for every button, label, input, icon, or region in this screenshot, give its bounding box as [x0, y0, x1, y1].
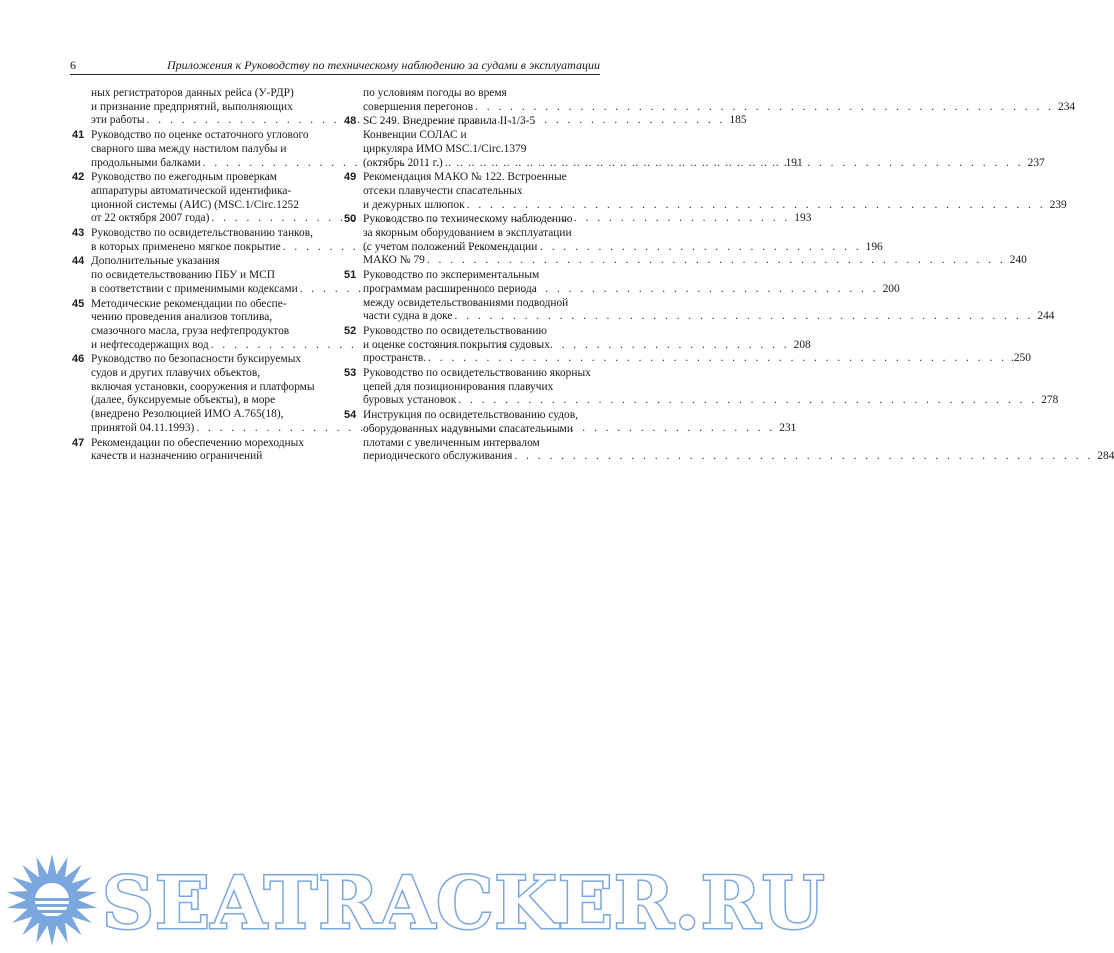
leader-dots: [425, 254, 1008, 268]
entry-number: 43: [72, 227, 85, 240]
entry-line: в соответствии с применимыми кодексами: [91, 282, 298, 295]
entry-line: (далее, буксируемые объекты), в море: [91, 394, 276, 407]
running-title: Приложения к Руководству по техническому наблюдению за судами в эксплуатации: [166, 58, 600, 72]
entry-line: части судна в доке: [363, 310, 453, 323]
entry-line: за якорным оборудованием в эксплуатации: [363, 227, 572, 240]
leader-dots: [443, 157, 1026, 171]
entry-line: по освидетельствованию ПБУ и МСП: [91, 269, 275, 282]
entry-last-line: [363, 450, 1114, 464]
entry-line: продольными балками: [91, 156, 201, 169]
entry-line: ных регистраторов данных рейса (У-РДР): [91, 87, 294, 99]
entry-page-number: 208: [793, 338, 811, 351]
entry-number: 50: [344, 213, 357, 226]
entry-line: принятой 04.11.1993): [91, 421, 195, 434]
entry-number: 52: [344, 324, 357, 337]
entry-line: пространств.: [363, 352, 427, 365]
entry-line: от 22 октября 2007 года): [91, 212, 210, 225]
entry-number: 48: [344, 115, 357, 128]
entry-number: 47: [72, 436, 85, 449]
entry-line: (с учетом положений Рекомендации: [363, 240, 538, 253]
entry-line: и оценке состояния покрытия судовых: [363, 338, 550, 351]
header-rule: [70, 74, 600, 75]
entry-line: Дополнительные указания: [91, 255, 220, 268]
entry-page-number: 185: [729, 114, 747, 127]
entry-line: и дежурных шлюпок: [363, 198, 465, 211]
entry-page-number: 278: [1041, 394, 1059, 407]
entry-line: (внедрено Резолюцией ИМО A.765(18),: [91, 408, 284, 421]
entry-number: 41: [72, 129, 85, 142]
page-header: [70, 58, 600, 74]
leader-dots: [456, 394, 1039, 408]
entry-line: Руководство по безопасности буксируемых: [91, 353, 302, 366]
entry-line: сварного шва между настилом палубы и: [91, 142, 287, 155]
entry-number: 45: [72, 297, 85, 310]
entry-page-number: 234: [1058, 100, 1076, 113]
entry-line: оборудованных надувными спасательными: [363, 422, 573, 435]
entry-number: 51: [344, 269, 357, 282]
entry-line: аппаратуры автоматической идентифика-: [91, 184, 292, 197]
entry-last-line: [363, 394, 1059, 408]
entry-line: Руководство по освидетельствованию якорных: [363, 367, 591, 380]
entry-line: плотами с увеличенным интервалом: [363, 436, 540, 449]
entry-page-number: 239: [1049, 198, 1067, 211]
entry-line: Руководство по освидетельствованию: [363, 324, 547, 337]
entry-line: смазочного масла, груза нефтепродуктов: [91, 324, 290, 337]
entry-page-number: .250: [1010, 352, 1031, 365]
entry-number: 44: [72, 255, 85, 268]
entry-last-line: [363, 352, 1031, 366]
entry-line: периодического обслуживания: [363, 450, 513, 463]
entry-number: 53: [344, 367, 357, 380]
leader-dots: [452, 310, 1035, 324]
entry-last-line: [363, 254, 1027, 268]
entry-page-number: 231: [779, 421, 797, 434]
entry-line: (октябрь 2011 г.): [363, 156, 443, 169]
entry-line: программам расширенного периода: [363, 282, 537, 295]
page-number: 6: [70, 58, 76, 72]
leader-dots: [473, 101, 1056, 115]
entry-line: Руководство по экспериментальным: [363, 269, 540, 282]
entry-line: цепей для позиционирования плавучих: [363, 380, 554, 393]
entry-number: 42: [72, 171, 85, 184]
entry-page-number: 244: [1037, 310, 1055, 323]
entry-line: эти работы: [91, 114, 145, 127]
toc-entry: [344, 367, 1059, 408]
entry-line: по условиям погоды во время: [363, 87, 507, 99]
toc-entry: [344, 87, 1076, 114]
entry-page-number: 191: [785, 156, 803, 169]
entry-number: 49: [344, 171, 357, 184]
entry-page-number: 240: [1009, 254, 1027, 267]
entry-line: Инструкция по освидетельствованию судов,: [363, 409, 578, 422]
entry-line: качеств и назначению ограничений: [91, 450, 263, 463]
entry-line: в которых применено мягкое покрытие: [91, 240, 281, 253]
entry-line: и нефтесодержащих вод: [91, 338, 209, 351]
leader-dots: [426, 352, 1009, 366]
entry-number: 46: [72, 353, 85, 366]
entry-line: между освидетельствованиями подводной: [363, 296, 569, 309]
sun-icon: [7, 854, 98, 946]
leader-dots: [512, 450, 1095, 464]
entry-line: Методические рекомендации по обеспе-: [91, 297, 287, 310]
entry-line: Конвенции СОЛАС и: [363, 129, 467, 142]
entry-number: 54: [344, 409, 357, 422]
entry-last-line: [363, 198, 1067, 213]
entry-line: буровых установок: [363, 394, 457, 407]
entry-line: Рекомендации по обеспечению мореходных: [91, 436, 304, 449]
entry-line: Руководство по ежегодным проверкам: [91, 171, 278, 184]
entry-page-number: 237: [1027, 156, 1045, 169]
entry-line: включая установки, сооружения и платформы: [91, 380, 315, 393]
entry-line: циркуляра ИМО MSC.1/Circ.1379: [363, 142, 527, 155]
entry-line: Руководство по освидетельствованию танков,: [91, 227, 313, 240]
entry-line: МАКО № 79: [363, 254, 425, 267]
entry-line: ционной системы (АИС) (MSC.1/Circ.1252: [91, 198, 299, 211]
entry-line: судов и других плавучих объектов,: [91, 367, 261, 380]
entry-page-number: 196: [865, 240, 883, 253]
entry-line: Руководство по оценке остаточного углового: [91, 129, 309, 142]
leader-dots: [465, 199, 1048, 213]
entry-line: Рекомендация МАКО № 122. Встроенные: [363, 171, 567, 184]
entry-page-number: 200: [882, 282, 900, 295]
entry-line: отсеки плавучести спасательных: [363, 184, 523, 197]
toc-entry: [344, 171, 1067, 212]
entry-line: SC 249. Внедрение правила II-1/3-5: [363, 115, 536, 128]
entry-last-line: [363, 100, 1076, 115]
entry-line: совершения перегонов: [363, 100, 474, 113]
entry-line: Руководство по техническому наблюдению: [363, 213, 573, 226]
entry-line: и признание предприятий, выполняющих: [91, 100, 293, 113]
entry-last-line: [363, 310, 1055, 324]
toc-entry: [72, 437, 316, 464]
entry-page-number: 284: [1097, 450, 1114, 463]
entry-line: чению проведения анализов топлива,: [91, 311, 273, 324]
entry-page-number: 193: [794, 212, 812, 225]
watermark-text: SEATRACKER.RU: [102, 860, 826, 945]
